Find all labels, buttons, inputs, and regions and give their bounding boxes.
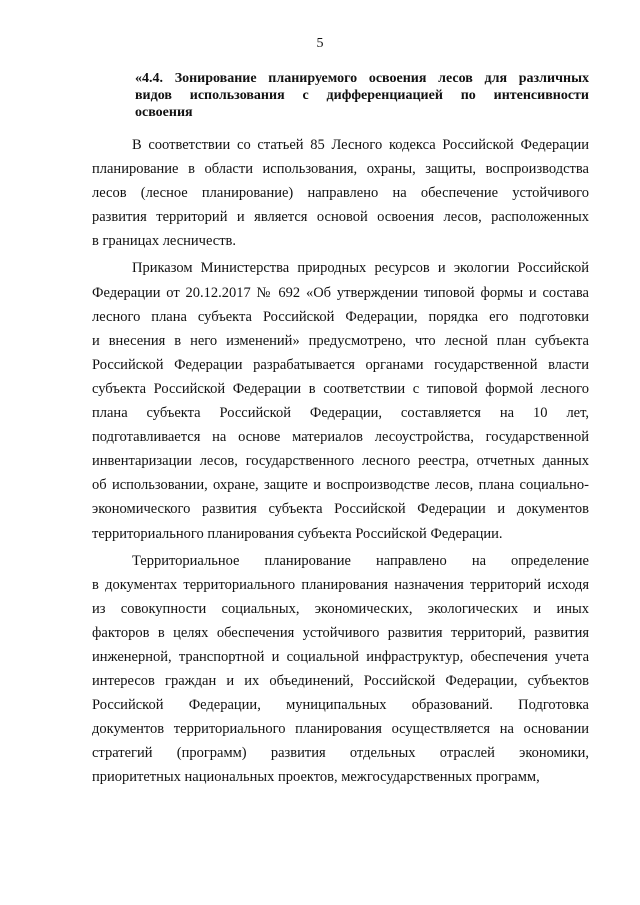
paragraph-line: в документах территориального планирования назначения территорий исходя <box>92 576 589 593</box>
paragraph-line: приоритетных национальных проектов, межгосударственных программ, <box>92 769 540 786</box>
paragraph-line: инженерной, транспортной и социальной инфраструктур, обеспечения учета <box>92 648 589 665</box>
paragraph-line: экономического развития субъекта Российской Федерации и документов <box>92 501 589 518</box>
paragraph-line: подготавливается на основе материалов лесоустройства, государственной <box>92 429 589 446</box>
document-body <box>92 133 589 793</box>
paragraph-line: Территориальное планирование направлено на определение <box>132 552 589 569</box>
paragraph-line: факторов в целях обеспечения устойчивого развития территорий, развития <box>92 624 589 641</box>
paragraph-line: планирование в области использования, охраны, защиты, воспроизводства <box>92 161 589 178</box>
paragraph-line: Федерации от 20.12.2017 № 692 «Об утверждении типовой формы и состава <box>92 284 589 301</box>
heading-line: видов использования с дифференциацией по интенсивности <box>135 88 589 103</box>
paragraph-line: инвентаризации лесов, государственного лесного реестра, отчетных данных <box>92 453 589 470</box>
paragraph-line: субъекта Российской Федерации в соответствии с типовой формой лесного <box>92 380 589 397</box>
paragraph-line: в границах лесничеств. <box>92 233 237 250</box>
paragraph-line: об использовании, охране, защите и воспроизводстве лесов, плана социально- <box>92 477 589 494</box>
section-heading <box>135 70 589 121</box>
paragraph <box>92 256 589 545</box>
paragraph-line: из совокупности социальных, экономических, экологических и иных <box>92 600 589 617</box>
paragraph-line: плана субъекта Российской Федерации, составляется на 10 лет, <box>92 405 589 422</box>
paragraph-line: Приказом Министерства природных ресурсов и экологии Российской <box>132 260 589 277</box>
heading-line: «4.4. Зонирование планируемого освоения лесов для различных <box>135 71 589 86</box>
paragraph-line: лесного плана субъекта Российской Федерации, порядка его подготовки <box>92 308 589 325</box>
paragraph-line: Российской Федерации, муниципальных образований. Подготовка <box>92 697 589 714</box>
paragraph-line: развития территорий и является основой освоения лесов, расположенных <box>92 209 589 226</box>
paragraph-line: Российской Федерации разрабатывается органами государственной власти <box>92 356 589 373</box>
heading-line: освоения <box>135 105 193 120</box>
paragraph <box>92 549 589 790</box>
paragraph-line: и внесения в него изменений» предусмотрено, что лесной план субъекта <box>92 332 589 349</box>
paragraph-line: интересов граждан и их объединений, Российской Федерации, субъектов <box>92 673 589 690</box>
paragraph <box>92 133 589 253</box>
page-number: 5 <box>316 36 324 51</box>
paragraph-line: документов территориального планирования осуществляется на основании <box>92 721 589 738</box>
paragraph-line: стратегий (программ) развития отдельных отраслей экономики, <box>92 745 589 762</box>
paragraph-line: лесов (лесное планирование) направлено на обеспечение устойчивого <box>92 185 589 202</box>
paragraph-line: В соответствии со статьей 85 Лесного кодекса Российской Федерации <box>132 137 589 153</box>
paragraph-line: территориального планирования субъекта Российской Федерации. <box>92 525 503 542</box>
